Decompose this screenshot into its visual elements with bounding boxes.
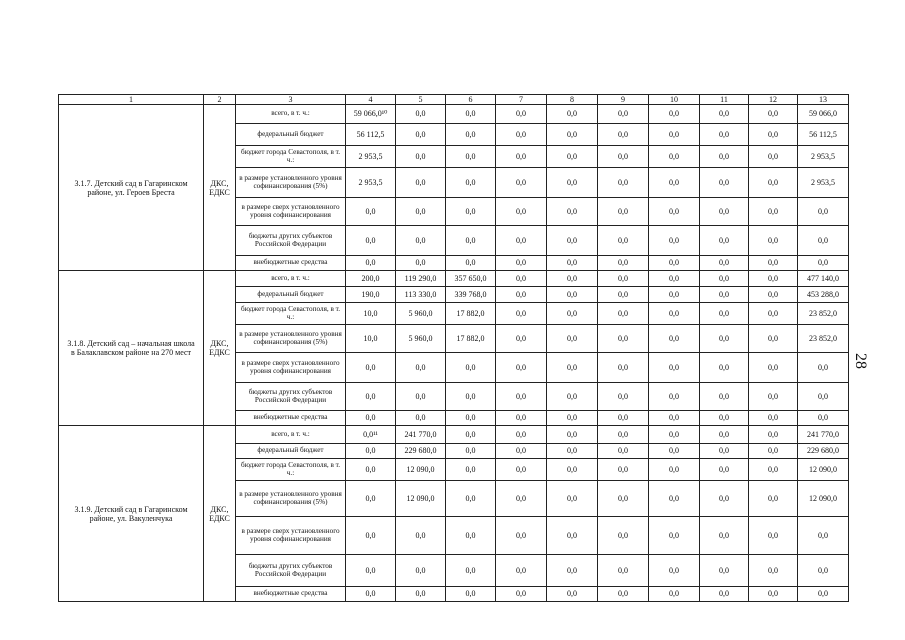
value-cell: 0,0 xyxy=(547,105,598,124)
value-cell: 0,0 xyxy=(749,124,798,146)
value-cell: 0,0 xyxy=(700,555,749,587)
value-cell: 0,0 xyxy=(598,459,649,481)
value-cell: 0,0 xyxy=(798,411,849,426)
value-cell: 0,0 xyxy=(547,555,598,587)
value-cell: 2 953,5 xyxy=(346,168,396,198)
value-cell: 229 680,0 xyxy=(396,444,446,459)
header-cell: 8 xyxy=(547,95,598,105)
value-cell: 2 953,5 xyxy=(798,146,849,168)
value-cell: 0,0 xyxy=(547,383,598,411)
value-cell: 5 960,0 xyxy=(396,303,446,325)
value-cell: 0,0 xyxy=(749,481,798,517)
value-cell: 0,0 xyxy=(346,198,396,226)
value-cell: 0,0 xyxy=(649,105,700,124)
value-cell: 0,0 xyxy=(496,481,547,517)
funding-source-cell: в размере сверх установленного уровня софинансирования xyxy=(236,517,346,555)
value-cell: 0,0 xyxy=(346,411,396,426)
value-cell: 0,0 xyxy=(446,444,496,459)
value-cell: 0,0 xyxy=(700,198,749,226)
value-cell: 0,0 xyxy=(547,124,598,146)
object-name-cell: 3.1.7. Детский сад в Гагаринском районе, ул. Героев Бреста xyxy=(59,105,204,271)
value-cell: 0,0 xyxy=(446,146,496,168)
header-cell: 2 xyxy=(204,95,236,105)
value-cell: 0,0 xyxy=(649,444,700,459)
value-cell: 0,0 xyxy=(496,124,547,146)
value-cell: 0,0 xyxy=(446,105,496,124)
value-cell: 0,0 xyxy=(547,517,598,555)
value-cell: 0,0 xyxy=(649,303,700,325)
value-cell: 12 090,0 xyxy=(798,459,849,481)
value-cell: 0,0 xyxy=(749,459,798,481)
value-cell: 0,0 xyxy=(700,517,749,555)
value-cell: 0,0 xyxy=(649,517,700,555)
value-cell: 0,0 xyxy=(396,256,446,271)
funding-source-cell: федеральный бюджет xyxy=(236,444,346,459)
value-cell: 0,0 xyxy=(700,226,749,256)
value-cell: 56 112,5 xyxy=(346,124,396,146)
value-cell: 0,0 xyxy=(496,287,547,303)
value-cell: 0,0 xyxy=(798,383,849,411)
value-cell: 0,0 xyxy=(496,146,547,168)
object-name-cell: 3.1.8. Детский сад – начальная школа в Балаклавском районе на 270 мест xyxy=(59,271,204,426)
value-cell: 0,0 xyxy=(700,325,749,353)
object-name-cell: 3.1.9. Детский сад в Гагаринском районе, ул. Вакуленчука xyxy=(59,426,204,602)
value-cell: 0,0 xyxy=(496,383,547,411)
value-cell: 0,0 xyxy=(547,353,598,383)
value-cell: 0,0 xyxy=(598,287,649,303)
value-cell: 0,0 xyxy=(446,198,496,226)
value-cell: 59 066,0¹⁰ xyxy=(346,105,396,124)
value-cell: 12 090,0 xyxy=(396,481,446,517)
page-number: 28 xyxy=(852,353,869,369)
value-cell: 0,0 xyxy=(598,198,649,226)
value-cell: 0,0 xyxy=(749,198,798,226)
value-cell: 0,0 xyxy=(700,444,749,459)
value-cell: 339 768,0 xyxy=(446,287,496,303)
value-cell: 0,0 xyxy=(346,256,396,271)
value-cell: 0,0 xyxy=(598,105,649,124)
value-cell: 0,0 xyxy=(496,271,547,287)
value-cell: 0,0 xyxy=(598,146,649,168)
value-cell: 0,0 xyxy=(649,383,700,411)
value-cell: 113 330,0 xyxy=(396,287,446,303)
value-cell: 0,0 xyxy=(598,124,649,146)
value-cell: 0,0 xyxy=(496,426,547,444)
value-cell: 0,0 xyxy=(396,168,446,198)
value-cell: 0,0 xyxy=(496,459,547,481)
value-cell: 0,0 xyxy=(798,256,849,271)
value-cell: 0,0 xyxy=(547,198,598,226)
value-cell: 23 852,0 xyxy=(798,325,849,353)
value-cell: 0,0 xyxy=(396,105,446,124)
value-cell: 0,0 xyxy=(346,383,396,411)
value-cell: 0,0 xyxy=(749,444,798,459)
value-cell: 0,0 xyxy=(446,383,496,411)
value-cell: 10,0 xyxy=(346,325,396,353)
value-cell: 0,0 xyxy=(396,587,446,602)
funding-source-cell: бюджеты других субъектов Российской Федерации xyxy=(236,226,346,256)
value-cell: 0,0 xyxy=(749,256,798,271)
value-cell: 0,0 xyxy=(547,411,598,426)
value-cell: 0,0 xyxy=(547,226,598,256)
value-cell: 0,0 xyxy=(598,271,649,287)
value-cell: 0,0 xyxy=(749,555,798,587)
value-cell: 0,0 xyxy=(346,226,396,256)
value-cell: 0,0 xyxy=(798,198,849,226)
value-cell: 0,0 xyxy=(598,444,649,459)
funding-source-cell: всего, в т. ч.: xyxy=(236,105,346,124)
value-cell: 200,0 xyxy=(346,271,396,287)
executor-cell: ДКС, ЕДКС xyxy=(204,426,236,602)
value-cell: 0,0 xyxy=(598,303,649,325)
value-cell: 0,0 xyxy=(547,459,598,481)
value-cell: 0,0 xyxy=(547,481,598,517)
value-cell: 0,0 xyxy=(496,444,547,459)
value-cell: 0,0 xyxy=(598,517,649,555)
value-cell: 0,0 xyxy=(496,411,547,426)
value-cell: 0,0 xyxy=(346,459,396,481)
value-cell: 0,0 xyxy=(346,587,396,602)
value-cell: 0,0 xyxy=(496,168,547,198)
value-cell: 0,0 xyxy=(798,587,849,602)
header-cell: 11 xyxy=(700,95,749,105)
value-cell: 0,0 xyxy=(446,587,496,602)
value-cell: 0,0 xyxy=(749,271,798,287)
value-cell: 0,0 xyxy=(749,226,798,256)
value-cell: 0,0 xyxy=(547,287,598,303)
value-cell: 0,0 xyxy=(700,383,749,411)
value-cell: 0,0 xyxy=(496,105,547,124)
value-cell: 0,0 xyxy=(749,587,798,602)
value-cell: 2 953,5 xyxy=(346,146,396,168)
value-cell: 0,0 xyxy=(798,226,849,256)
value-cell: 0,0 xyxy=(396,146,446,168)
value-cell: 0,0 xyxy=(598,555,649,587)
value-cell: 190,0 xyxy=(346,287,396,303)
value-cell: 0,0 xyxy=(649,481,700,517)
value-cell: 0,0 xyxy=(547,426,598,444)
header-row xyxy=(59,95,849,105)
funding-source-cell: в размере установленного уровня софинансирования (5%) xyxy=(236,168,346,198)
funding-source-cell: внебюджетные средства xyxy=(236,587,346,602)
table-body xyxy=(59,95,849,602)
value-cell: 0,0 xyxy=(649,146,700,168)
value-cell: 0,0 xyxy=(700,481,749,517)
value-cell: 0,0 xyxy=(700,411,749,426)
value-cell: 0,0 xyxy=(446,517,496,555)
value-cell: 17 882,0 xyxy=(446,303,496,325)
value-cell: 0,0 xyxy=(749,287,798,303)
value-cell: 0,0 xyxy=(547,271,598,287)
value-cell: 0,0 xyxy=(649,411,700,426)
funding-source-cell: бюджет города Севастополя, в т. ч.: xyxy=(236,459,346,481)
value-cell: 0,0 xyxy=(598,411,649,426)
funding-source-cell: внебюджетные средства xyxy=(236,411,346,426)
funding-source-cell: бюджеты других субъектов Российской Федерации xyxy=(236,383,346,411)
value-cell: 0,0 xyxy=(649,555,700,587)
value-cell: 0,0 xyxy=(496,517,547,555)
header-cell: 9 xyxy=(598,95,649,105)
value-cell: 0,0 xyxy=(396,383,446,411)
funding-source-cell: в размере сверх установленного уровня софинансирования xyxy=(236,198,346,226)
value-cell: 453 288,0 xyxy=(798,287,849,303)
value-cell: 59 066,0 xyxy=(798,105,849,124)
value-cell: 0,0 xyxy=(547,256,598,271)
value-cell: 119 290,0 xyxy=(396,271,446,287)
value-cell: 0,0 xyxy=(396,555,446,587)
value-cell: 0,0 xyxy=(700,168,749,198)
value-cell: 477 140,0 xyxy=(798,271,849,287)
value-cell: 0,0 xyxy=(649,226,700,256)
value-cell: 0,0 xyxy=(649,353,700,383)
value-cell: 0,0 xyxy=(446,411,496,426)
value-cell: 0,0 xyxy=(700,353,749,383)
value-cell: 0,0 xyxy=(700,426,749,444)
funding-source-cell: бюджет города Севастополя, в т. ч.: xyxy=(236,303,346,325)
value-cell: 0,0 xyxy=(396,353,446,383)
value-cell: 0,0 xyxy=(649,587,700,602)
value-cell: 17 882,0 xyxy=(446,325,496,353)
value-cell: 0,0 xyxy=(446,459,496,481)
value-cell: 0,0¹¹ xyxy=(346,426,396,444)
value-cell: 0,0 xyxy=(700,105,749,124)
value-cell: 0,0 xyxy=(798,555,849,587)
header-cell: 1 xyxy=(59,95,204,105)
funding-source-cell: всего, в т. ч.: xyxy=(236,426,346,444)
table-row xyxy=(59,426,849,444)
value-cell: 0,0 xyxy=(649,168,700,198)
value-cell: 0,0 xyxy=(496,226,547,256)
value-cell: 0,0 xyxy=(496,198,547,226)
value-cell: 2 953,5 xyxy=(798,168,849,198)
value-cell: 0,0 xyxy=(700,256,749,271)
value-cell: 0,0 xyxy=(598,426,649,444)
value-cell: 0,0 xyxy=(446,481,496,517)
value-cell: 0,0 xyxy=(649,287,700,303)
header-cell: 10 xyxy=(649,95,700,105)
value-cell: 0,0 xyxy=(547,444,598,459)
value-cell: 0,0 xyxy=(749,383,798,411)
value-cell: 357 650,0 xyxy=(446,271,496,287)
value-cell: 241 770,0 xyxy=(798,426,849,444)
header-cell: 4 xyxy=(346,95,396,105)
value-cell: 0,0 xyxy=(446,426,496,444)
table-row xyxy=(59,271,849,287)
value-cell: 0,0 xyxy=(446,124,496,146)
header-cell: 5 xyxy=(396,95,446,105)
header-cell: 13 xyxy=(798,95,849,105)
value-cell: 10,0 xyxy=(346,303,396,325)
value-cell: 0,0 xyxy=(346,517,396,555)
value-cell: 0,0 xyxy=(749,426,798,444)
value-cell: 0,0 xyxy=(496,587,547,602)
value-cell: 0,0 xyxy=(547,587,598,602)
value-cell: 0,0 xyxy=(749,105,798,124)
value-cell: 0,0 xyxy=(649,459,700,481)
value-cell: 12 090,0 xyxy=(396,459,446,481)
value-cell: 0,0 xyxy=(649,426,700,444)
value-cell: 0,0 xyxy=(749,168,798,198)
value-cell: 0,0 xyxy=(598,353,649,383)
value-cell: 56 112,5 xyxy=(798,124,849,146)
value-cell: 0,0 xyxy=(749,303,798,325)
value-cell: 0,0 xyxy=(396,226,446,256)
value-cell: 0,0 xyxy=(749,325,798,353)
value-cell: 0,0 xyxy=(396,198,446,226)
value-cell: 0,0 xyxy=(547,303,598,325)
value-cell: 0,0 xyxy=(598,256,649,271)
value-cell: 0,0 xyxy=(547,325,598,353)
funding-source-cell: в размере сверх установленного уровня софинансирования xyxy=(236,353,346,383)
value-cell: 0,0 xyxy=(700,271,749,287)
executor-cell: ДКС, ЕДКС xyxy=(204,271,236,426)
value-cell: 0,0 xyxy=(598,226,649,256)
value-cell: 0,0 xyxy=(749,411,798,426)
value-cell: 0,0 xyxy=(446,256,496,271)
value-cell: 0,0 xyxy=(547,146,598,168)
value-cell: 0,0 xyxy=(598,325,649,353)
value-cell: 12 090,0 xyxy=(798,481,849,517)
value-cell: 0,0 xyxy=(798,517,849,555)
value-cell: 0,0 xyxy=(346,555,396,587)
header-cell: 6 xyxy=(446,95,496,105)
value-cell: 0,0 xyxy=(700,124,749,146)
value-cell: 0,0 xyxy=(496,555,547,587)
value-cell: 0,0 xyxy=(598,587,649,602)
value-cell: 0,0 xyxy=(496,353,547,383)
value-cell: 241 770,0 xyxy=(396,426,446,444)
funding-source-cell: всего, в т. ч.: xyxy=(236,271,346,287)
value-cell: 0,0 xyxy=(598,383,649,411)
funding-source-cell: бюджеты других субъектов Российской Федерации xyxy=(236,555,346,587)
value-cell: 0,0 xyxy=(396,411,446,426)
value-cell: 0,0 xyxy=(700,459,749,481)
value-cell: 5 960,0 xyxy=(396,325,446,353)
value-cell: 0,0 xyxy=(346,481,396,517)
value-cell: 0,0 xyxy=(749,146,798,168)
value-cell: 0,0 xyxy=(496,256,547,271)
value-cell: 0,0 xyxy=(700,287,749,303)
funding-source-cell: внебюджетные средства xyxy=(236,256,346,271)
value-cell: 0,0 xyxy=(346,444,396,459)
value-cell: 0,0 xyxy=(649,198,700,226)
header-cell: 7 xyxy=(496,95,547,105)
value-cell: 0,0 xyxy=(346,353,396,383)
funding-source-cell: в размере установленного уровня софинансирования (5%) xyxy=(236,481,346,517)
value-cell: 0,0 xyxy=(598,481,649,517)
table-row xyxy=(59,105,849,124)
funding-source-cell: федеральный бюджет xyxy=(236,287,346,303)
value-cell: 0,0 xyxy=(649,124,700,146)
funding-source-cell: в размере установленного уровня софинансирования (5%) xyxy=(236,325,346,353)
value-cell: 0,0 xyxy=(749,517,798,555)
value-cell: 0,0 xyxy=(700,587,749,602)
value-cell: 0,0 xyxy=(547,168,598,198)
value-cell: 0,0 xyxy=(700,146,749,168)
value-cell: 229 680,0 xyxy=(798,444,849,459)
header-cell: 12 xyxy=(749,95,798,105)
value-cell: 0,0 xyxy=(598,168,649,198)
value-cell: 0,0 xyxy=(649,256,700,271)
value-cell: 0,0 xyxy=(749,353,798,383)
funding-source-cell: федеральный бюджет xyxy=(236,124,346,146)
value-cell: 0,0 xyxy=(649,325,700,353)
value-cell: 0,0 xyxy=(496,303,547,325)
value-cell: 0,0 xyxy=(496,325,547,353)
value-cell: 0,0 xyxy=(396,124,446,146)
executor-cell: ДКС, ЕДКС xyxy=(204,105,236,271)
value-cell: 0,0 xyxy=(649,271,700,287)
value-cell: 0,0 xyxy=(798,353,849,383)
value-cell: 23 852,0 xyxy=(798,303,849,325)
value-cell: 0,0 xyxy=(396,517,446,555)
value-cell: 0,0 xyxy=(700,303,749,325)
value-cell: 0,0 xyxy=(446,555,496,587)
value-cell: 0,0 xyxy=(446,226,496,256)
funding-source-cell: бюджет города Севастополя, в т. ч.: xyxy=(236,146,346,168)
budget-table xyxy=(58,94,849,602)
value-cell: 0,0 xyxy=(446,353,496,383)
value-cell: 0,0 xyxy=(446,168,496,198)
header-cell: 3 xyxy=(236,95,346,105)
